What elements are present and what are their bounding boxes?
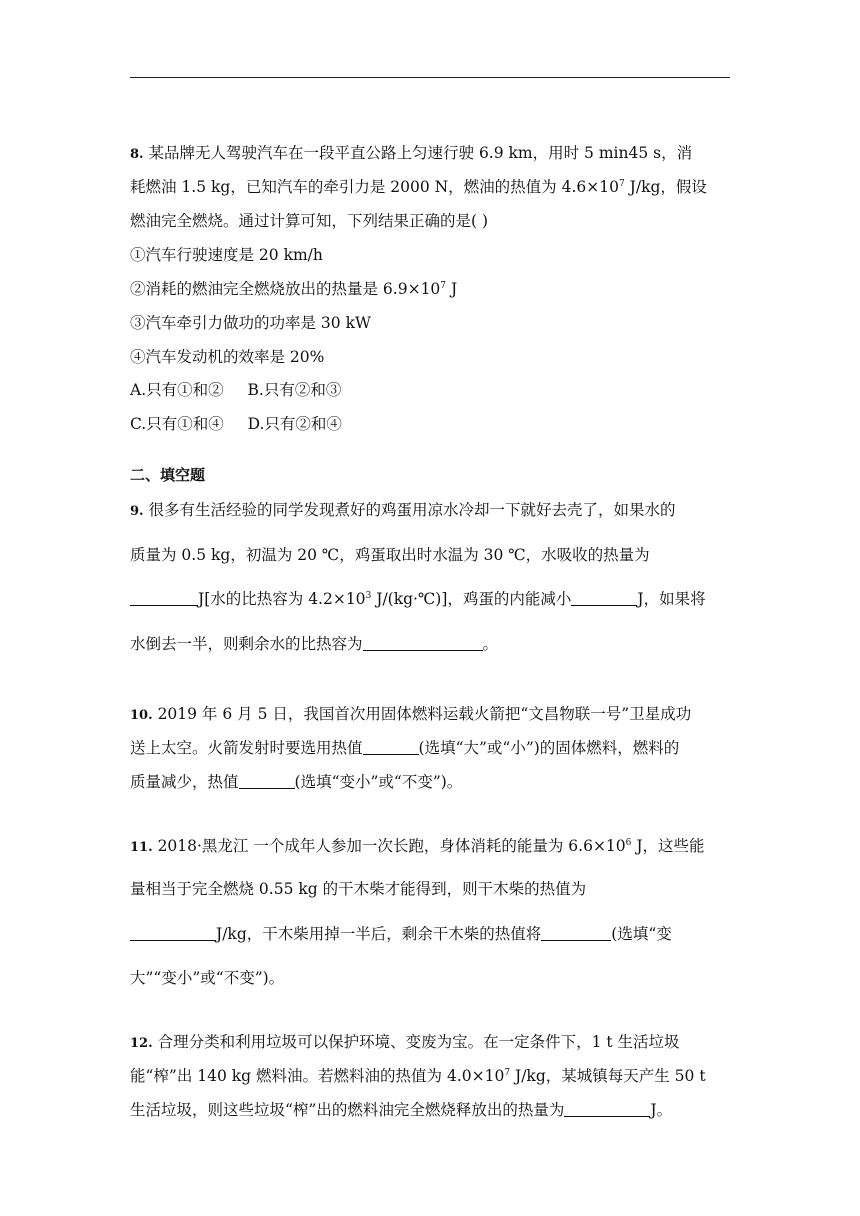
answer-blank[interactable] [130,591,198,606]
option-c: C.只有①和④ [130,415,224,433]
answer-blank[interactable] [130,926,216,941]
question-number: 12. [130,1036,153,1051]
question-text: 量相当于完全燃烧 0.55 kg 的干木柴才能得到，则干木柴的热值为 [130,880,587,898]
exponent: 6 [625,838,632,848]
statement-1: ①汽车行驶速度是 20 km/h [130,246,323,264]
exponent: 7 [504,1068,511,1078]
option-b: B.只有②和③ [247,381,342,399]
answer-blank[interactable] [541,926,611,941]
option-d: D.只有②和④ [247,415,342,433]
question-text: 耗燃油 1.5 kg，已知汽车的牵引力是 2000 N，燃油的热值为 4.6×10 [130,178,619,196]
exponent: 7 [618,179,625,189]
answer-blank[interactable] [363,740,419,755]
question-number: 8. [130,147,144,162]
option-a: A.只有①和② [130,381,224,399]
answer-blank[interactable] [571,591,637,606]
question-number: 10. [130,708,153,723]
statement-4: ④汽车发动机的效率是 20% [130,348,325,366]
header-rule [130,77,730,78]
question-text: 大”“变小”或“不变”)。 [130,969,285,987]
statement-2: ②消耗的燃油完全燃烧放出的热量是 $6.9\times 10^7$ J [130,280,458,298]
question-text: J/kg，假设 [624,178,707,196]
section-title: 二、填空题 [130,466,206,484]
exponent: 7 [440,281,447,291]
question-text: 很多有生活经验的同学发现煮好的鸡蛋用凉水冷却一下就好去壳了，如果水的 [148,501,676,519]
question-text: 2019 年 6 月 5 日，我国首次用固体燃料运载火箭把“文昌物联一号”卫星成功 [157,705,692,723]
answer-blank[interactable] [564,1102,650,1117]
answer-blank[interactable] [363,636,483,651]
exponent: 3 [365,591,372,601]
question-text: 质量为 0.5 kg，初温为 20 ℃，鸡蛋取出时水温为 30 ℃，水吸收的热量为 [130,546,650,564]
statement-3: ③汽车牵引力做功的功率是 30 kW [130,314,371,332]
question-text: 燃油完全燃烧。通过计算可知，下列结果正确的是( ) [130,212,489,230]
question-number: 9. [130,504,144,519]
question-number: 11. [130,840,153,855]
answer-blank[interactable] [239,774,295,789]
question-text: 合理分类和利用垃圾可以保护环境、变废为宝。在一定条件下，1 t 生活垃圾 [157,1033,680,1051]
question-text: 某品牌无人驾驶汽车在一段平直公路上匀速行驶 6.9 km，用时 5 min45 s，消 [148,144,693,162]
